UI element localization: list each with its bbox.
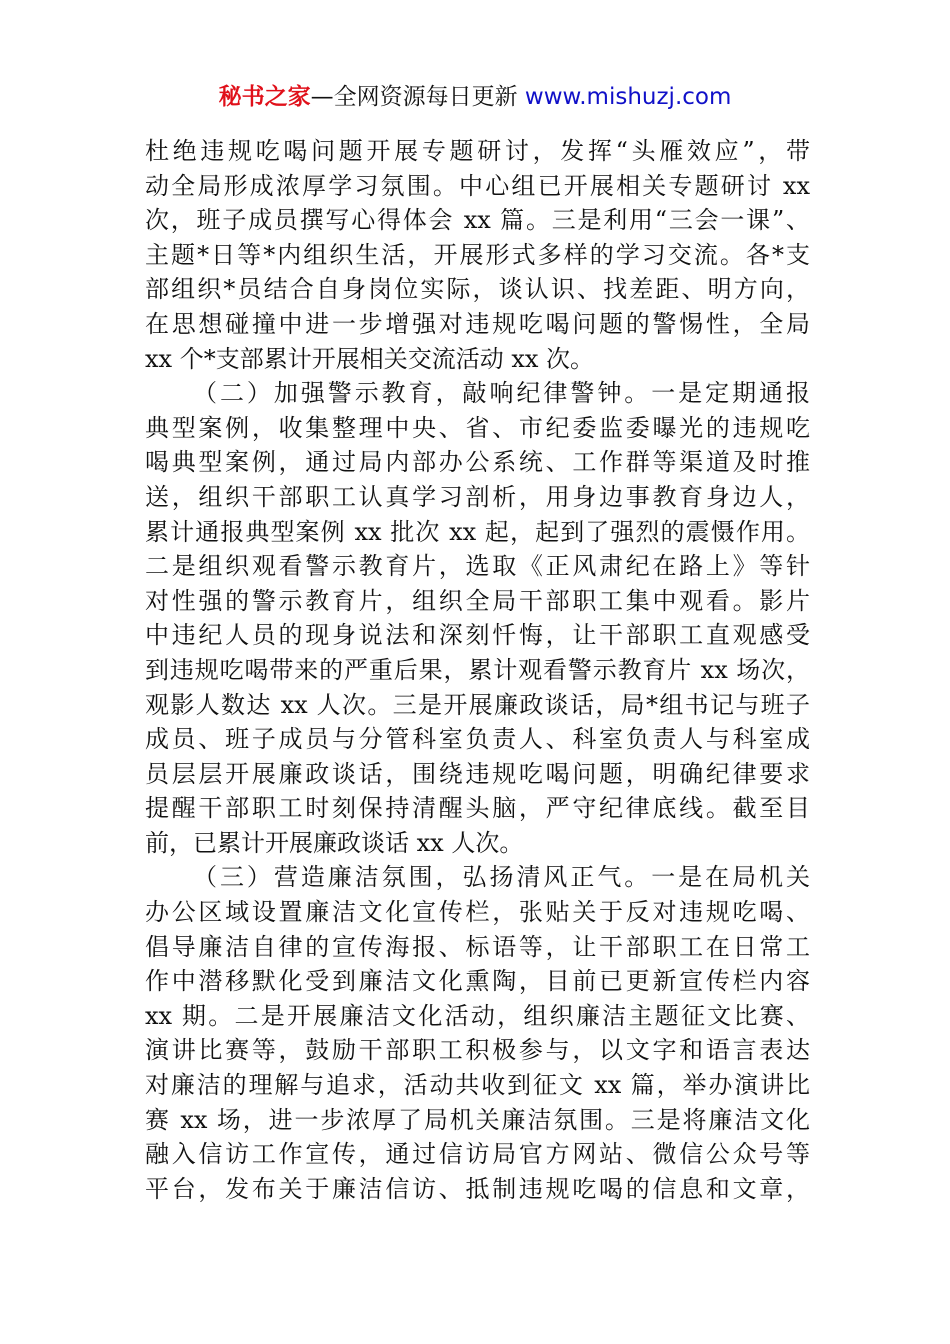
- text-line: 次，班子成员撰写心得体会 xx 篇。三是利用“三会一课”、: [145, 206, 810, 235]
- text-line: 喝典型案例，通过局内部办公系统、工作群等渠道及时推: [145, 448, 810, 477]
- text-line: 杜绝违规吃喝问题开展专题研讨，发挥“头雁效应”，带: [145, 137, 810, 165]
- document-body: [145, 134, 810, 1206]
- site-header: [0, 80, 950, 114]
- text-line: 作中潜移默化受到廉洁文化熏陶，目前已更新宣传栏内容: [145, 967, 810, 996]
- text-line: 平台，发布关于廉洁信访、抵制违规吃喝的信息和文章，: [145, 1174, 810, 1203]
- section-heading-line: （三）营造廉洁氛围，弘扬清风正气。一是在局机关: [193, 863, 810, 892]
- text-line: 融入信访工作宣传，通过信访局官方网站、微信公众号等: [145, 1140, 810, 1169]
- text-line: 典型案例，收集整理中央、省、市纪委监委曝光的违规吃: [145, 413, 810, 442]
- brand-name: 秘书之家: [218, 84, 311, 110]
- text-line: 累计通报典型案例 xx 批次 xx 起，起到了强烈的震慑作用。: [145, 517, 810, 546]
- text-line: 二是组织观看警示教育片，选取《正风肃纪在路上》等针: [145, 552, 810, 581]
- text-line: 办公区域设置廉洁文化宣传栏，张贴关于反对违规吃喝、: [145, 898, 810, 927]
- text-line: 观影人数达 xx 人次。三是开展廉政谈话，局*组书记与班子: [145, 690, 810, 719]
- text-line: xx 个*支部累计开展相关交流活动 xx 次。: [145, 344, 595, 373]
- text-line: 主题*日等*内组织生活，开展形式多样的学习交流。各*支: [145, 240, 810, 269]
- text-line: 中违纪人员的现身说法和深刻忏悔，让干部职工直观感受: [145, 621, 810, 650]
- text-line: 成员、班子成员与分管科室负责人、科室负责人与科室成: [145, 725, 810, 754]
- text-line: 对廉洁的理解与追求，活动共收到征文 xx 篇，举办演讲比: [145, 1071, 810, 1100]
- header-tagline: —全网资源每日更新: [310, 84, 525, 110]
- section-heading-line: （二）加强警示教育，敲响纪律警钟。一是定期通报: [193, 379, 810, 408]
- text-line: 演讲比赛等，鼓励干部职工积极参与，以文字和语言表达: [145, 1036, 810, 1065]
- text-line: 员层层开展廉政谈话，围绕违规吃喝问题，明确纪律要求: [145, 759, 810, 788]
- text-line: 部组织*员结合自身岗位实际，谈认识、找差距、明方向，: [145, 275, 810, 304]
- text-line: 对性强的警示教育片，组织全局干部职工集中观看。影片: [145, 586, 810, 615]
- text-line: 提醒干部职工时刻保持清醒头脑，严守纪律底线。截至目: [145, 794, 810, 823]
- text-line: 在思想碰撞中进一步增强对违规吃喝问题的警惕性，全局: [145, 309, 810, 338]
- text-line: 到违规吃喝带来的严重后果，累计观看警示教育片 xx 场次，: [145, 655, 810, 684]
- text-line: xx 期。二是开展廉洁文化活动，组织廉洁主题征文比赛、: [145, 1001, 810, 1030]
- text-line: 前，已累计开展廉政谈话 xx 人次。: [145, 828, 524, 857]
- text-line: 动全局形成浓厚学习氛围。中心组已开展相关专题研讨 xx: [145, 171, 810, 200]
- site-url-link[interactable]: www.mishuzj.com: [524, 84, 732, 110]
- text-line: 倡导廉洁自律的宣传海报、标语等，让干部职工在日常工: [145, 932, 810, 961]
- text-line: 赛 xx 场，进一步浓厚了局机关廉洁氛围。三是将廉洁文化: [145, 1105, 810, 1134]
- text-line: 送，组织干部职工认真学习剖析，用身边事教育身边人，: [145, 482, 810, 511]
